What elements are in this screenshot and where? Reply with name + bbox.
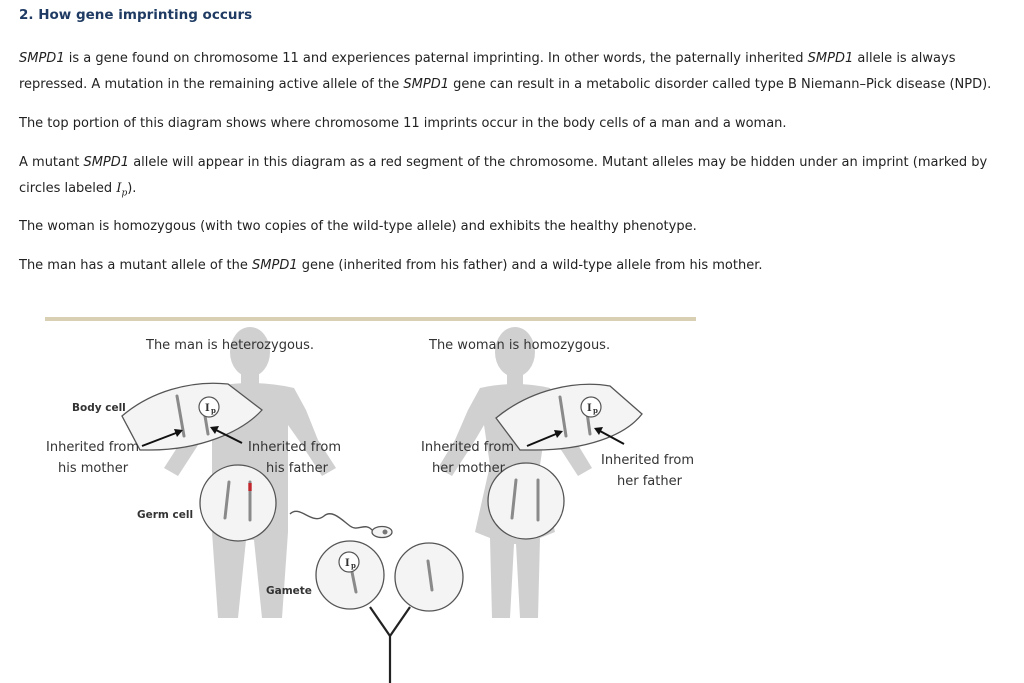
gamete-man (316, 541, 384, 609)
paragraph-woman: The woman is homozygous (with two copies of the wild-type allele) and exhibits the healthy phenotype. (19, 219, 697, 234)
gamete-label: Gamete (266, 585, 312, 597)
section-title: 2. How gene imprinting occurs (19, 7, 253, 23)
germ-cell-label: Germ cell (137, 509, 194, 521)
woman-inherited-father-label-2: her father (617, 474, 682, 489)
imprint-label-sub: p (593, 406, 598, 415)
man-inherited-mother-label: Inherited from (46, 440, 139, 455)
imprint-label-sub: p (351, 561, 356, 570)
gene-name: SMPD1 (403, 77, 449, 92)
gene-name: SMPD1 (83, 155, 130, 170)
woman-caption: The woman is homozygous. (429, 338, 611, 353)
imprint-symbol: $I_p$ (116, 181, 128, 199)
fertilization-lines (370, 607, 410, 683)
paragraph-intro: SMPD1 is a gene found on chromosome 11 and experiences paternal imprinting. In other words, the paternally inherited SMPD1 allele is always repressed. A mutation in the remaining active allele of the SMPD1 gene can result in a metabolic disorder called type B Niemann–Pick disease (NPD). (19, 51, 992, 92)
man-germ-cell (200, 465, 276, 541)
gene-name: SMPD1 (252, 258, 298, 273)
man-inherited-father-label: Inherited from (248, 440, 341, 455)
woman-inherited-mother-label-2: her mother (432, 461, 506, 476)
paragraph-man: The man has a mutant allele of the SMPD1 gene (inherited from his father) and a wild-type allele from his mother. (19, 258, 763, 273)
woman-inherited-father-label: Inherited from (601, 453, 694, 468)
paragraph-diagram-intro: The top portion of this diagram shows where chromosome 11 imprints occur in the body cells of a man and a woman. (19, 116, 787, 131)
sperm-icon (290, 511, 392, 537)
man-caption: The man is heterozygous. (146, 338, 315, 353)
body-cell-label: Body cell (72, 402, 126, 414)
gene-name: SMPD1 (19, 51, 65, 66)
gamete-woman (395, 543, 463, 611)
paragraph-mutant-allele: A mutant SMPD1 allele will appear in this diagram as a red segment of the chromosome. Mutant alleles may be hidden under an imprint (marked by circles labeled $I_p$). (19, 155, 988, 199)
imprint-label: I (587, 403, 592, 414)
gene-name: SMPD1 (807, 51, 854, 66)
man-inherited-father-label-2: his father (266, 461, 328, 476)
imprinting-diagram (0, 300, 1024, 683)
woman-inherited-mother-label: Inherited from (421, 440, 514, 455)
imprint-label-sub: p (211, 406, 216, 415)
imprint-label: I (205, 403, 210, 414)
imprint-label: I (345, 558, 350, 569)
man-inherited-mother-label-2: his mother (58, 461, 129, 476)
